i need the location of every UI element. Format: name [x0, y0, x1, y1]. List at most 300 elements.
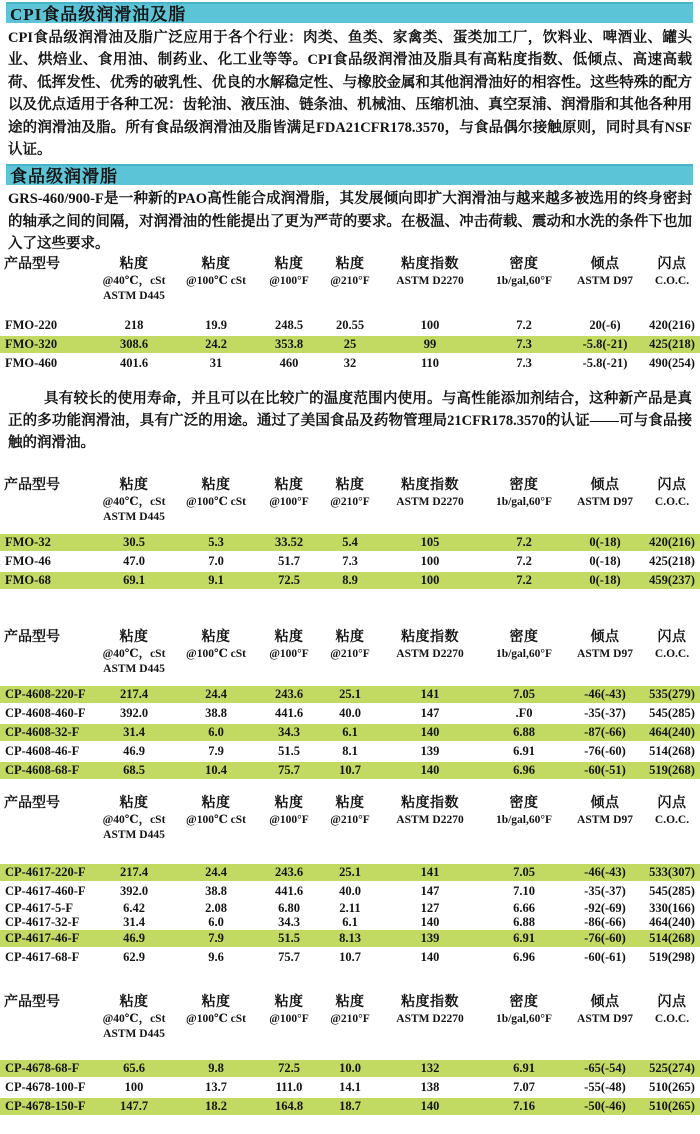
column-header-unit: 1b/gal,60°F — [495, 495, 553, 508]
table-row — [0, 355, 700, 372]
table-row — [0, 930, 700, 947]
cell-value: 24.4 — [205, 686, 227, 701]
cell-value: 7.9 — [208, 743, 224, 758]
column-header — [256, 256, 322, 304]
column-header — [176, 994, 256, 1042]
column-header-unit: 1b/gal,60°F — [495, 647, 553, 660]
cell-value: 6.1 — [342, 724, 358, 739]
column-header-name: 粘度指数 — [401, 994, 459, 1010]
cell-value: 99 — [423, 336, 437, 351]
table-cp-4678 — [0, 994, 700, 1115]
cell-value: 243.6 — [274, 686, 304, 701]
table-row — [0, 916, 700, 929]
column-header — [92, 994, 176, 1042]
cell-value: 6.0 — [208, 914, 224, 929]
column-header — [256, 795, 322, 843]
column-header-unit: C.O.C. — [654, 647, 690, 660]
cell-value: 0(-18) — [589, 553, 621, 568]
cell-value: 425(218) — [649, 336, 695, 351]
cell-model: FMO-46 — [5, 553, 51, 568]
cell-value: 40.0 — [339, 883, 361, 898]
cell-value: 7.16 — [513, 1098, 535, 1113]
cell-value: 24.2 — [205, 336, 227, 351]
column-header-unit: @100°F — [269, 1012, 309, 1025]
column-header-unit: ASTM D2270 — [396, 647, 464, 660]
column-header — [322, 994, 378, 1042]
table-row — [0, 762, 700, 779]
table-rows — [0, 534, 700, 589]
cell-value: .F0 — [515, 705, 533, 720]
column-header — [566, 795, 644, 843]
cell-model: CP-4678-68-F — [5, 1060, 80, 1075]
column-header-name: 粘度 — [119, 629, 149, 645]
cell-model: FMO-460 — [5, 355, 58, 370]
cell-value: 535(279) — [649, 686, 695, 701]
cell-value: 514(268) — [649, 743, 695, 758]
column-header-name: 倾点 — [590, 256, 620, 272]
cell-value: 308.6 — [119, 336, 149, 351]
cell-value: 18.7 — [339, 1098, 361, 1113]
column-header-product: 产品型号 — [4, 629, 60, 645]
column-header — [378, 256, 482, 304]
table-row — [0, 949, 700, 966]
cell-value: 6.96 — [513, 949, 535, 964]
cell-value: 6.96 — [513, 762, 535, 777]
table-cp-4617 — [0, 795, 700, 966]
cell-value: -35(-37) — [584, 705, 626, 720]
column-header-name: 粘度 — [335, 994, 365, 1010]
column-header-unit: 1b/gal,60°F — [495, 1012, 553, 1025]
cell-value: 7.10 — [513, 883, 535, 898]
cell-value: 31.4 — [123, 914, 145, 929]
column-header — [256, 477, 322, 525]
column-header-name: 倾点 — [590, 477, 620, 493]
column-header — [644, 477, 700, 525]
cell-value: 9.6 — [208, 949, 224, 964]
column-header-unit: ASTM D97 — [577, 495, 633, 508]
section-title-bar-oils — [6, 2, 693, 23]
column-header — [482, 256, 566, 304]
cell-value: 10.7 — [339, 762, 361, 777]
column-header — [378, 994, 482, 1042]
cell-value: -60(-51) — [584, 762, 626, 777]
cell-value: 100 — [124, 1079, 144, 1094]
table-row — [0, 553, 700, 570]
cell-value: 6.80 — [278, 900, 300, 915]
cell-value: -87(-66) — [584, 724, 626, 739]
column-header-name: 粘度指数 — [401, 795, 459, 811]
cell-model: FMO-220 — [5, 317, 58, 332]
column-header — [322, 477, 378, 525]
cell-value: 62.9 — [123, 949, 145, 964]
cell-value: 24.4 — [205, 864, 227, 879]
column-header-name: 粘度 — [274, 795, 304, 811]
cell-model: CP-4617-32-F — [5, 914, 80, 929]
column-header-unit: @210°F — [330, 647, 370, 660]
cell-value: 7.9 — [208, 930, 224, 945]
column-header-unit: ASTM D97 — [577, 813, 633, 826]
cell-value: 30.5 — [123, 534, 145, 549]
grease-paragraph: GRS-460/900-F是一种新的PAO高性能合成润滑脂，其发展倾向即扩大润滑油与越来越多被选用的终身密封的轴承之间的间隔，对润滑油的性能提出了更为严苛的要求。在极温、冲击荷载、震动和水洗的条件下也加入了这些要求。 — [8, 191, 692, 253]
table-row — [0, 864, 700, 881]
table-row — [0, 883, 700, 900]
cell-value: 100 — [420, 572, 440, 587]
cell-value: 25.1 — [339, 864, 361, 879]
cell-value: 9.8 — [208, 1060, 224, 1075]
column-header-unit: @100°F — [269, 495, 309, 508]
cell-value: 51.5 — [278, 930, 300, 945]
cell-value: 218 — [124, 317, 144, 332]
column-header-product: 产品型号 — [4, 994, 60, 1010]
cell-value: 425(218) — [649, 553, 695, 568]
cell-value: 33.52 — [274, 534, 304, 549]
column-header-unit: C.O.C. — [654, 495, 690, 508]
table-row — [0, 534, 700, 551]
column-header-name: 粘度 — [335, 629, 365, 645]
column-header-name: 倾点 — [590, 629, 620, 645]
column-header — [644, 994, 700, 1042]
column-header-product: 产品型号 — [4, 477, 60, 493]
cell-value: -35(-37) — [584, 883, 626, 898]
table-row — [0, 317, 700, 334]
table-row — [0, 902, 700, 915]
cell-value: 140 — [420, 762, 440, 777]
cell-value: 40.0 — [339, 705, 361, 720]
column-header-name: 粘度 — [335, 477, 365, 493]
cell-value: 100 — [420, 317, 440, 332]
cell-value: 392.0 — [119, 705, 149, 720]
cell-value: 139 — [420, 743, 440, 758]
column-header-name: 粘度 — [335, 256, 365, 272]
cell-value: 105 — [420, 534, 440, 549]
cell-value: 65.6 — [123, 1060, 145, 1075]
cell-value: 75.7 — [278, 762, 300, 777]
cell-value: 525(274) — [649, 1060, 695, 1075]
cell-value: 141 — [420, 686, 440, 701]
cell-model: CP-4617-5-F — [5, 900, 74, 915]
column-header-unit: @100°F — [269, 647, 309, 660]
cell-value: -65(-54) — [584, 1060, 626, 1075]
cell-value: 19.9 — [205, 317, 227, 332]
column-header-name: 粘度 — [335, 795, 365, 811]
column-header-unit: @40℃，cSt — [102, 813, 166, 826]
cell-value: 31 — [209, 355, 223, 370]
cell-value: 401.6 — [119, 355, 149, 370]
column-header-unit: C.O.C. — [654, 1012, 690, 1025]
table-header — [0, 629, 700, 677]
column-header-unit: ASTM D2270 — [396, 495, 464, 508]
column-header-name: 密度 — [509, 629, 539, 645]
column-header-name: 粘度 — [201, 795, 231, 811]
cell-value: 18.2 — [205, 1098, 227, 1113]
cell-value: 34.3 — [278, 724, 300, 739]
cell-value: -55(-48) — [584, 1079, 626, 1094]
column-header — [256, 629, 322, 677]
table-row — [0, 336, 700, 353]
table-cp-4608 — [0, 629, 700, 779]
cell-value: 6.91 — [513, 1060, 535, 1075]
cell-value: 51.7 — [278, 553, 300, 568]
column-header — [566, 256, 644, 304]
column-header-name: 粘度 — [201, 256, 231, 272]
cell-value: 514(268) — [649, 930, 695, 945]
column-header-name: 粘度 — [119, 795, 149, 811]
cell-value: 132 — [420, 1060, 440, 1075]
column-header — [644, 629, 700, 677]
cell-value: 7.2 — [516, 572, 532, 587]
column-header-unit: @40℃，cSt — [102, 647, 166, 660]
section-title-bar-grease — [6, 164, 693, 185]
column-header-name: 粘度 — [274, 994, 304, 1010]
cell-value: 147.7 — [119, 1098, 149, 1113]
column-header-name: 粘度 — [119, 256, 149, 272]
column-header — [566, 629, 644, 677]
column-header-name: 倾点 — [590, 795, 620, 811]
cell-value: 510(265) — [649, 1079, 695, 1094]
column-header — [566, 477, 644, 525]
cell-model: CP-4608-32-F — [5, 724, 80, 739]
column-header-unit: 1b/gal,60°F — [495, 274, 553, 287]
cell-value: 164.8 — [274, 1098, 304, 1113]
column-header-name: 粘度指数 — [401, 629, 459, 645]
cell-value: 6.1 — [342, 914, 358, 929]
cell-model: CP-4617-68-F — [5, 949, 80, 964]
cell-value: 353.8 — [274, 336, 304, 351]
cell-value: 127 — [420, 900, 440, 915]
cell-value: 441.6 — [274, 883, 304, 898]
cell-value: 464(240) — [649, 914, 695, 929]
cell-value: 459(237) — [649, 572, 695, 587]
cell-value: 7.3 — [516, 355, 532, 370]
cell-value: 111.0 — [275, 1079, 303, 1094]
column-header-name: 粘度 — [274, 629, 304, 645]
column-header-unit: @100°F — [269, 813, 309, 826]
column-header-unit: ASTM D97 — [577, 274, 633, 287]
column-header — [176, 629, 256, 677]
cell-value: 5.3 — [208, 534, 224, 549]
cell-value: 7.2 — [516, 317, 532, 332]
cell-value: 490(254) — [649, 355, 695, 370]
table-row — [0, 724, 700, 741]
cell-value: 9.1 — [208, 572, 224, 587]
cell-value: 100 — [420, 553, 440, 568]
column-header — [322, 629, 378, 677]
table-row — [0, 1098, 700, 1115]
cell-value: -76(-60) — [584, 930, 626, 945]
cell-value: 7.3 — [342, 553, 358, 568]
table-row — [0, 705, 700, 722]
cell-value: -60(-61) — [584, 949, 626, 964]
cell-model: CP-4617-220-F — [5, 864, 86, 879]
column-header-unit: @100℃ cSt — [186, 495, 246, 508]
cell-value: 38.8 — [205, 705, 227, 720]
table-rows — [0, 317, 700, 372]
column-header-name: 闪点 — [657, 629, 687, 645]
column-header-unit: ASTM D2270 — [396, 813, 464, 826]
cell-value: 69.1 — [123, 572, 145, 587]
cell-value: 34.3 — [278, 914, 300, 929]
table-row — [0, 743, 700, 760]
cell-value: 72.5 — [278, 572, 300, 587]
cell-value: 7.05 — [513, 686, 535, 701]
cell-value: 545(285) — [649, 705, 695, 720]
table-rows — [0, 1060, 700, 1115]
cell-value: 14.1 — [339, 1079, 361, 1094]
cell-value: 217.4 — [119, 686, 149, 701]
cell-value: 6.42 — [123, 900, 145, 915]
column-header — [378, 795, 482, 843]
cell-value: 420(216) — [649, 317, 695, 332]
cell-value: -46(-43) — [584, 864, 626, 879]
cell-model: FMO-320 — [5, 336, 58, 351]
cell-value: 147 — [420, 883, 440, 898]
cell-value: 7.07 — [513, 1079, 535, 1094]
column-header-unit: @210°F — [330, 1012, 370, 1025]
column-header-unit: @210°F — [330, 813, 370, 826]
cell-model: CP-4678-150-F — [5, 1098, 86, 1113]
cell-value: 6.0 — [208, 724, 224, 739]
column-header-unit: ASTM D2270 — [396, 1012, 464, 1025]
column-header — [482, 629, 566, 677]
cell-value: 8.9 — [342, 572, 358, 587]
table-fmo-high-viscosity — [0, 256, 700, 372]
cell-value: 8.1 — [342, 743, 358, 758]
column-header-method: ASTM D445 — [103, 828, 165, 841]
column-header-unit: @100℃ cSt — [186, 1012, 246, 1025]
cell-value: 138 — [420, 1079, 440, 1094]
cell-value: 147 — [420, 705, 440, 720]
column-header-unit: @210°F — [330, 274, 370, 287]
column-header — [92, 256, 176, 304]
column-header — [566, 994, 644, 1042]
column-header-unit: C.O.C. — [654, 813, 690, 826]
cell-model: CP-4678-100-F — [5, 1079, 86, 1094]
column-header-name: 密度 — [509, 256, 539, 272]
cell-value: 0(-18) — [589, 534, 621, 549]
cell-value: 46.9 — [123, 930, 145, 945]
column-header-name: 粘度 — [119, 994, 149, 1010]
cell-value: 545(285) — [649, 883, 695, 898]
column-header — [482, 994, 566, 1042]
table-header — [0, 477, 700, 525]
cell-value: 217.4 — [119, 864, 149, 879]
column-header-method: ASTM D445 — [103, 1027, 165, 1040]
cell-value: -76(-60) — [584, 743, 626, 758]
cell-value: 110 — [420, 355, 440, 370]
cell-value: 0(-18) — [589, 572, 621, 587]
cell-value: 140 — [420, 914, 440, 929]
cell-value: 2.11 — [339, 900, 361, 915]
column-header-unit: @100℃ cSt — [186, 274, 246, 287]
column-header-unit: @40℃，cSt — [102, 495, 166, 508]
cell-value: -50(-46) — [584, 1098, 626, 1113]
column-header-unit: ASTM D97 — [577, 1012, 633, 1025]
column-header-unit: ASTM D2270 — [396, 274, 464, 287]
column-header — [176, 477, 256, 525]
cell-value: 392.0 — [119, 883, 149, 898]
cell-value: 38.8 — [205, 883, 227, 898]
cell-value: 32 — [343, 355, 357, 370]
column-header-name: 密度 — [509, 477, 539, 493]
cell-value: -5.8(-21) — [582, 336, 628, 351]
cell-value: 464(240) — [649, 724, 695, 739]
column-header-name: 密度 — [509, 795, 539, 811]
cell-value: 13.7 — [205, 1079, 227, 1094]
column-header-unit: @100℃ cSt — [186, 647, 246, 660]
column-header-unit: @210°F — [330, 495, 370, 508]
column-header-unit: @100°F — [269, 274, 309, 287]
table-row — [0, 572, 700, 589]
cell-value: 10.4 — [205, 762, 227, 777]
cell-value: 139 — [420, 930, 440, 945]
column-header — [644, 256, 700, 304]
cell-value: 31.4 — [123, 724, 145, 739]
column-header — [92, 629, 176, 677]
column-header — [482, 477, 566, 525]
column-header-name: 倾点 — [590, 994, 620, 1010]
column-header — [256, 994, 322, 1042]
cell-value: 441.6 — [274, 705, 304, 720]
column-header-unit: ASTM D97 — [577, 647, 633, 660]
cell-value: -92(-69) — [584, 900, 626, 915]
cell-value: 330(166) — [649, 900, 695, 915]
cell-model: FMO-32 — [5, 534, 51, 549]
cell-value: 10.7 — [339, 949, 361, 964]
column-header-name: 粘度 — [274, 256, 304, 272]
cell-value: 20(-6) — [589, 317, 621, 332]
cell-value: 7.2 — [516, 534, 532, 549]
cell-value: 140 — [420, 724, 440, 739]
cell-value: 5.4 — [342, 534, 358, 549]
note-paragraph: 具有较长的使用寿命，并且可以在比较广的温度范围内使用。与高性能添加剂结合，这种新产品是真正的多功能润滑油，具有广泛的用途。通过了美国食品及药物管理局21CFR178.3570的认证——可与食品接触的润滑油。 — [8, 390, 692, 452]
column-header-name: 粘度 — [274, 477, 304, 493]
cell-value: -46(-43) — [584, 686, 626, 701]
table-header — [0, 994, 700, 1042]
cell-value: 7.2 — [516, 553, 532, 568]
cell-value: 7.3 — [516, 336, 532, 351]
column-header-name: 粘度 — [201, 629, 231, 645]
column-header-name: 粘度 — [201, 994, 231, 1010]
column-header-unit: C.O.C. — [654, 274, 690, 287]
cell-model: CP-4617-460-F — [5, 883, 86, 898]
column-header — [176, 795, 256, 843]
column-header — [92, 477, 176, 525]
table-row — [0, 686, 700, 703]
cell-model: CP-4608-460-F — [5, 705, 86, 720]
cell-value: 25 — [343, 336, 357, 351]
column-header-name: 闪点 — [657, 477, 687, 493]
column-header-product: 产品型号 — [4, 795, 60, 811]
table-header — [0, 256, 700, 304]
column-header-name: 闪点 — [657, 256, 687, 272]
column-header — [378, 629, 482, 677]
column-header — [322, 795, 378, 843]
column-header-name: 粘度 — [201, 477, 231, 493]
column-header-method: ASTM D445 — [103, 662, 165, 675]
cell-value: 8.13 — [339, 930, 361, 945]
cell-value: 20.55 — [335, 317, 365, 332]
column-header-name: 粘度指数 — [401, 477, 459, 493]
cell-value: 25.1 — [339, 686, 361, 701]
column-header — [322, 256, 378, 304]
table-row — [0, 1060, 700, 1077]
column-header-unit: @40℃，cSt — [102, 274, 166, 287]
cell-value: 510(265) — [649, 1098, 695, 1113]
cell-value: 140 — [420, 949, 440, 964]
column-header — [482, 795, 566, 843]
column-header-name: 粘度 — [119, 477, 149, 493]
column-header — [176, 256, 256, 304]
